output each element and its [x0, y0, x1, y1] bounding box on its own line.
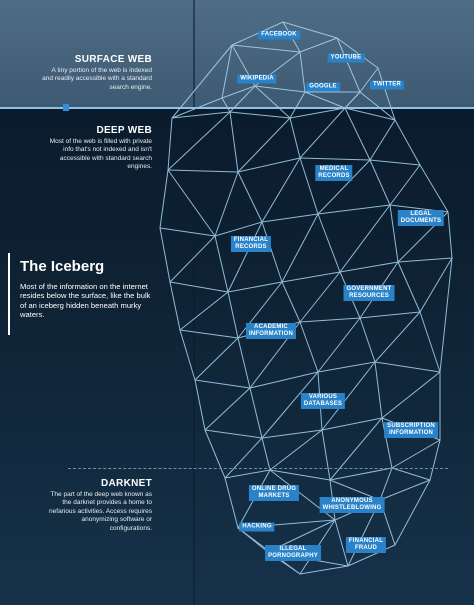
mesh-edge [222, 86, 255, 98]
iceberg-title: The Iceberg [20, 258, 105, 275]
mesh-edge [395, 480, 430, 545]
mesh-edge [318, 318, 360, 372]
mesh-edge [270, 470, 330, 480]
mesh-edge [375, 312, 420, 362]
mesh-edge [250, 388, 262, 438]
label-government-resources: GOVERNMENT RESOURCES [343, 285, 394, 301]
mesh-edge [170, 236, 215, 282]
label-financial-fraud: FINANCIAL FRAUD [346, 537, 386, 553]
mesh-edge [398, 262, 420, 312]
mesh-edge [380, 468, 392, 500]
mesh-edge [255, 86, 305, 92]
label-legal-documents: LEGAL DOCUMENTS [398, 210, 444, 226]
deep-web-description: Most of the web is filled with private info that's not indexed and isn't accessible with standard search engines. [49, 138, 152, 171]
label-various-databases: VARIOUS DATABASES [301, 393, 345, 409]
mesh-edge [160, 228, 170, 282]
mesh-edge [340, 262, 398, 272]
mesh-edge [300, 158, 370, 160]
label-hacking: HACKING [239, 523, 274, 532]
mesh-edge [392, 440, 440, 468]
mesh-edge [160, 170, 168, 228]
mesh-edge [300, 566, 348, 574]
mesh-edge [238, 172, 262, 222]
iceberg-description: Most of the information on the internet resides below the surface, like the bulk of an iceberg hidden beneath murky waters. [20, 282, 151, 320]
mesh-edge [230, 112, 238, 172]
mesh-edge [222, 45, 232, 98]
mesh-edge [180, 330, 195, 380]
mesh-edge [390, 165, 420, 205]
mesh-edge [215, 222, 262, 236]
iceberg-accent-bar [8, 253, 10, 335]
mesh-edge [170, 282, 180, 330]
mesh-edge [225, 478, 238, 528]
mesh-edge [330, 468, 392, 480]
mesh-edge [160, 228, 215, 236]
label-anonymous-whistleblowing: ANONYMOUS WHISTLEBLOWING [320, 497, 385, 513]
mesh-edge [238, 158, 300, 172]
mesh-edge [282, 272, 340, 282]
mesh-edge [382, 372, 440, 418]
mesh-edge [228, 222, 262, 292]
mesh-edge [420, 312, 440, 372]
label-google: GOOGLE [306, 83, 340, 92]
mesh-edge [360, 312, 420, 318]
label-twitter: TWITTER [370, 81, 404, 90]
mesh-edge [300, 38, 337, 52]
mesh-edge [232, 45, 300, 52]
mesh-edge [170, 282, 228, 292]
mesh-edge [370, 160, 390, 205]
mesh-edge [370, 160, 420, 165]
mesh-edge [300, 108, 345, 158]
label-academic-information: ACADEMIC INFORMATION [246, 323, 296, 339]
mesh-edge [262, 438, 270, 470]
mesh-edge [378, 68, 395, 120]
mesh-edge [262, 222, 282, 282]
darknet-description: The part of the deep web known as the darknet provides a home to nefarious activities. Access requires anonymizing software or configurations. [49, 491, 152, 532]
mesh-edge [168, 170, 238, 172]
label-financial-records: FINANCIAL RECORDS [231, 236, 271, 252]
mesh-edge [448, 212, 452, 258]
mesh-edge [195, 338, 238, 380]
mesh-edge [228, 292, 238, 338]
mesh-edge [375, 362, 382, 418]
mesh-edge [370, 120, 395, 160]
mesh-edge [318, 214, 340, 272]
mesh-edge [300, 272, 340, 322]
mesh-edge [345, 108, 370, 160]
mesh-edge [375, 362, 440, 372]
mesh-edge [345, 92, 360, 108]
mesh-edge [398, 258, 452, 262]
mesh-edge [168, 112, 230, 170]
mesh-edge [180, 330, 238, 338]
label-wikipedia: WIKIPEDIA [237, 75, 276, 84]
mesh-edge [195, 380, 250, 388]
deep-web-title: DEEP WEB [96, 125, 152, 136]
mesh-edge [180, 292, 228, 330]
surface-web-description: A tiny portion of the web is indexed and readily accessible with a standard search engine. [42, 67, 152, 91]
mesh-edge [262, 214, 318, 222]
mesh-edge [318, 205, 390, 214]
label-medical-records: MEDICAL RECORDS [315, 165, 352, 181]
darknet-title: DARKNET [101, 478, 152, 489]
waterline [0, 107, 474, 109]
mesh-edge [205, 430, 262, 438]
mesh-edge [360, 318, 375, 362]
mesh-edge [255, 86, 290, 118]
mesh-edge [215, 236, 228, 292]
mesh-edge [340, 205, 390, 272]
mesh-edge [205, 388, 250, 430]
mesh-edge [420, 165, 448, 212]
mesh-edge [380, 480, 430, 500]
label-illegal-pornography: ILLEGAL PORNOGRAPHY [265, 545, 321, 561]
mesh-edge [205, 430, 225, 478]
mesh-edge [282, 214, 318, 282]
mesh-edge [168, 118, 172, 170]
label-facebook: FACEBOOK [258, 31, 300, 40]
mesh-edge [290, 92, 305, 118]
mesh-edge [392, 468, 430, 480]
mesh-edge [318, 362, 375, 372]
mesh-edge [282, 282, 300, 322]
mesh-edge [228, 282, 282, 292]
mesh-edge [230, 112, 290, 118]
mesh-edge [300, 52, 305, 92]
mesh-edge [395, 120, 420, 165]
mesh-edge [290, 118, 300, 158]
mesh-edge [322, 430, 330, 480]
mesh-edge [300, 318, 360, 322]
mesh-edge [305, 92, 345, 108]
mesh-edge [238, 338, 250, 388]
mesh-edge [215, 172, 238, 236]
waterline-marker [63, 104, 69, 111]
label-subscription-information: SUBSCRIPTION INFORMATION [384, 422, 438, 438]
label-online-drug-markets: ONLINE DRUG MARKETS [249, 485, 299, 501]
surface-web-title: SURFACE WEB [74, 54, 152, 65]
mesh-edge [238, 118, 290, 172]
label-youtube: YOUTUBE [328, 54, 365, 63]
mesh-edge [168, 170, 215, 236]
mesh-edge [222, 98, 230, 112]
darknet-boundary-line [68, 468, 448, 469]
mesh-edge [195, 380, 205, 430]
mesh-edge [300, 322, 318, 372]
mesh-edge [430, 440, 440, 480]
mesh-edge [262, 158, 300, 222]
